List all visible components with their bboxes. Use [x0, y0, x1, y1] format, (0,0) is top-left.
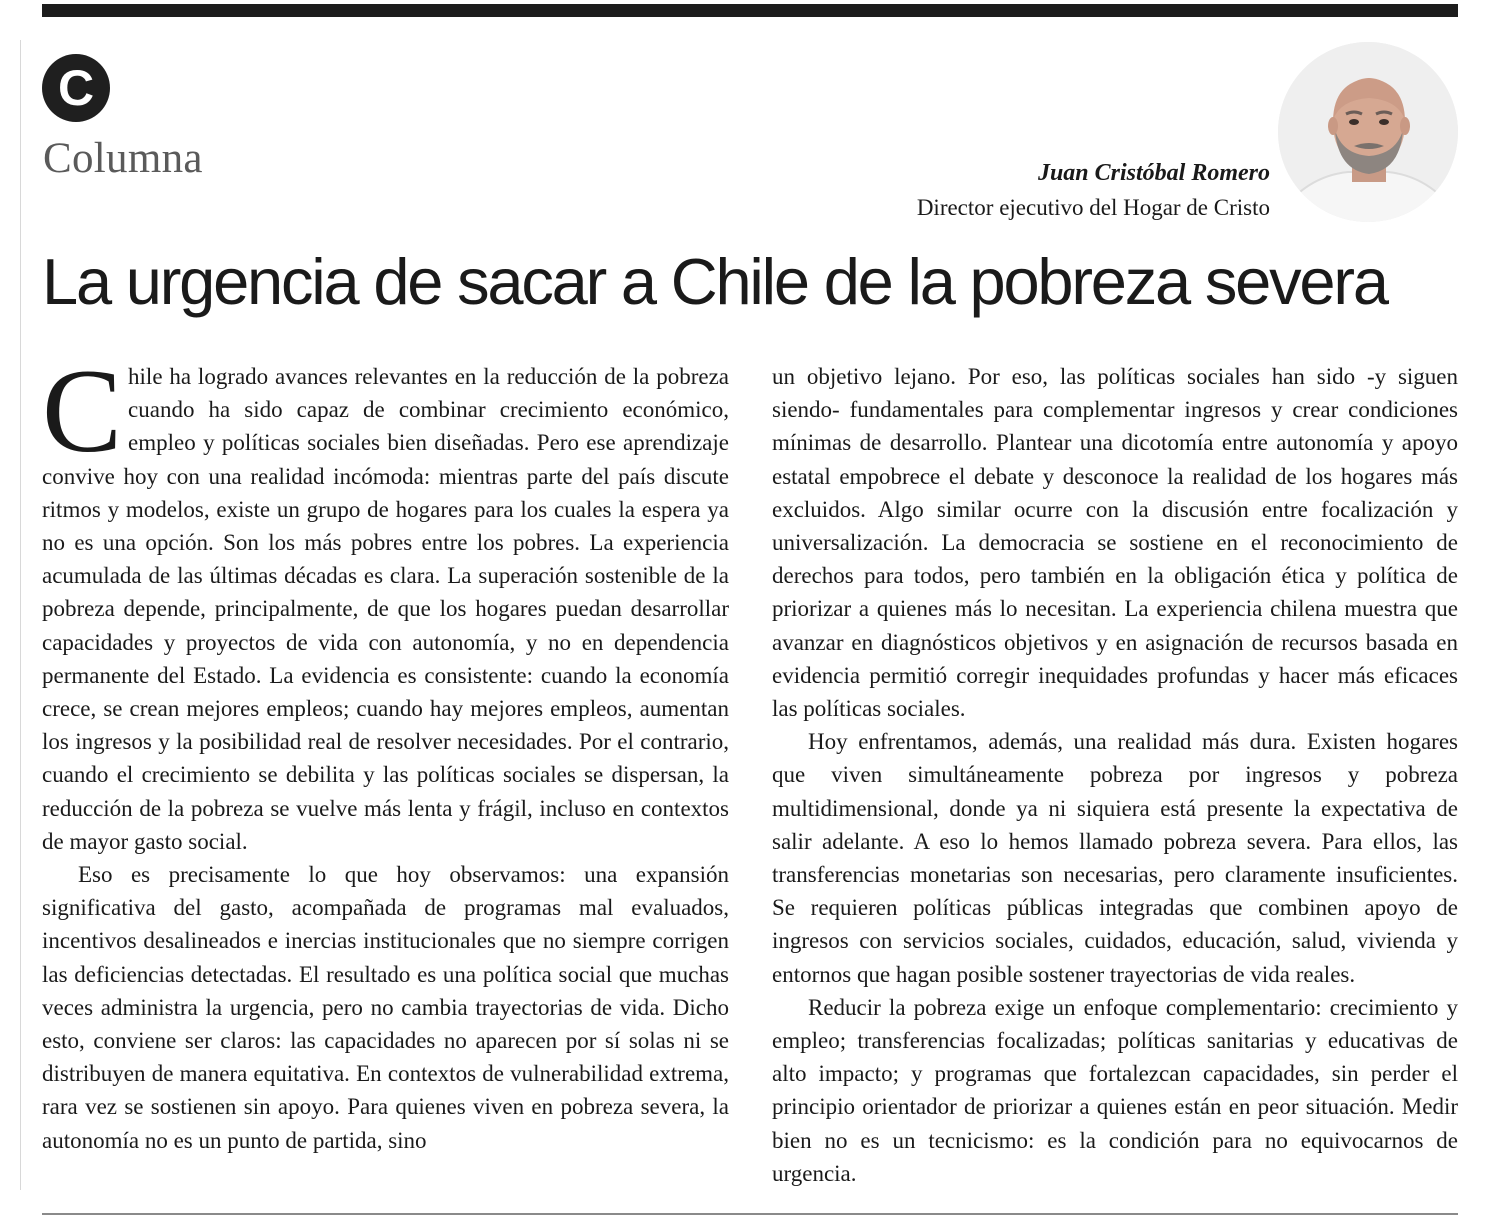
- section-label: Columna: [43, 135, 203, 182]
- left-margin-rule: [20, 40, 21, 1190]
- headline: La urgencia de sacar a Chile de la pobreza severa: [42, 245, 1387, 318]
- column-badge-icon: C: [42, 54, 110, 122]
- author-role: Director ejecutivo del Hogar de Cristo: [916, 195, 1270, 220]
- article-column-right: [772, 360, 1458, 1190]
- article-paragraph: Hoy enfrentamos, además, una realidad más dura. Existen hogares que viven simultáneamente pobreza por ingresos y pobreza multidimensional, donde ya ni siquiera está presente la expectativa de salir adelante. A eso lo hemos llamado pobreza severa. Para ellos, las transferencias monetarias son necesarias, pero claramente insuficientes. Se requieren políticas públicas integradas que combinen apoyo de ingresos con servicios sociales, cuidados, educación, salud, vivienda y entornos que hagan posible sostener trayectorias de vida reales.: [772, 729, 1458, 987]
- article-paragraph: Eso es precisamente lo que hoy observamos: una expansión significativa del gasto, acompañada de programas mal evaluados, incentivos desalineados e inercias institucionales que no siempre corrigen las deficiencias detectadas. El resultado es una política social que muchas veces administra la urgencia, pero no cambia trayectorias de vida. Dicho esto, conviene ser claros: las capacidades no aparecen por sí solas ni se distribuyen de manera equitativa. En contextos de vulnerabilidad extrema, rara vez se sostienen sin apoyo. Para quienes viven en pobreza severa, la autonomía no es un punto de partida, sino: [42, 862, 729, 1153]
- article-paragraph: Reducir la pobreza exige un enfoque complementario: crecimiento y empleo; transferencias focalizadas; políticas sanitarias y educativas de alto impacto; y programas que fortalezcan capacidades, sin perder el principio orientador de priorizar a quienes están en peor situación. Medir bien no es un tecnicismo: es la condición para no equivocarnos de urgencia.: [772, 994, 1458, 1186]
- article-paragraph: un objetivo lejano. Por eso, las políticas sociales han sido -y siguen siendo- fundamentales para complementar ingresos y crear condiciones mínimas de desarrollo. Plantear una dicotomía entre autonomía y apoyo estatal empobrece el debate y desconoce la realidad de los hogares más excluidos. Algo similar ocurre con la discusión entre focalización y universalización. La democracia se sostiene en el reconocimiento de derechos para todos, pero también en la obligación ética y política de priorizar a quienes más lo necesitan. La experiencia chilena muestra que avanzar en diagnósticos objetivos y en asignación de recursos basada en evidencia permitió corregir inequidades profundas y hacer más eficaces las políticas sociales.: [772, 364, 1458, 722]
- article-paragraph: hile ha logrado avances relevantes en la reducción de la pobreza cuando ha sido capaz de combinar crecimiento económico, empleo y políticas sociales bien diseñadas. Pero ese aprendizaje convive hoy con una realidad incómoda: mientras parte del país discute ritmos y modelos, existe un grupo de hogares para los cuales la espera ya no es una opción. Son los más pobres entre los pobres. La experiencia acumulada de las últimas décadas es clara. La superación sostenible de la pobreza depende, principalmente, de que los hogares puedan desarrollar capacidades y proyectos de vida con autonomía, y no en dependencia permanente del Estado. La evidencia es consistente: cuando la economía crece, se crean mejores empleos; cuando hay mejores empleos, aumentan los ingresos y la posibilidad real de resolver necesidades. Por el contrario, cuando el crecimiento se debilita y las políticas sociales se dispersan, la reducción de la pobreza se vuelve más lenta y frágil, incluso en contextos de mayor gasto social.: [42, 364, 729, 854]
- article-column-left: [42, 344, 729, 1157]
- author-photo: [1278, 42, 1458, 222]
- drop-cap: C: [42, 344, 123, 477]
- top-rule: [42, 4, 1458, 17]
- author-portrait-icon: [1278, 42, 1458, 222]
- bottom-rule: [42, 1213, 1458, 1215]
- author-name: Juan Cristóbal Romero: [1037, 160, 1270, 186]
